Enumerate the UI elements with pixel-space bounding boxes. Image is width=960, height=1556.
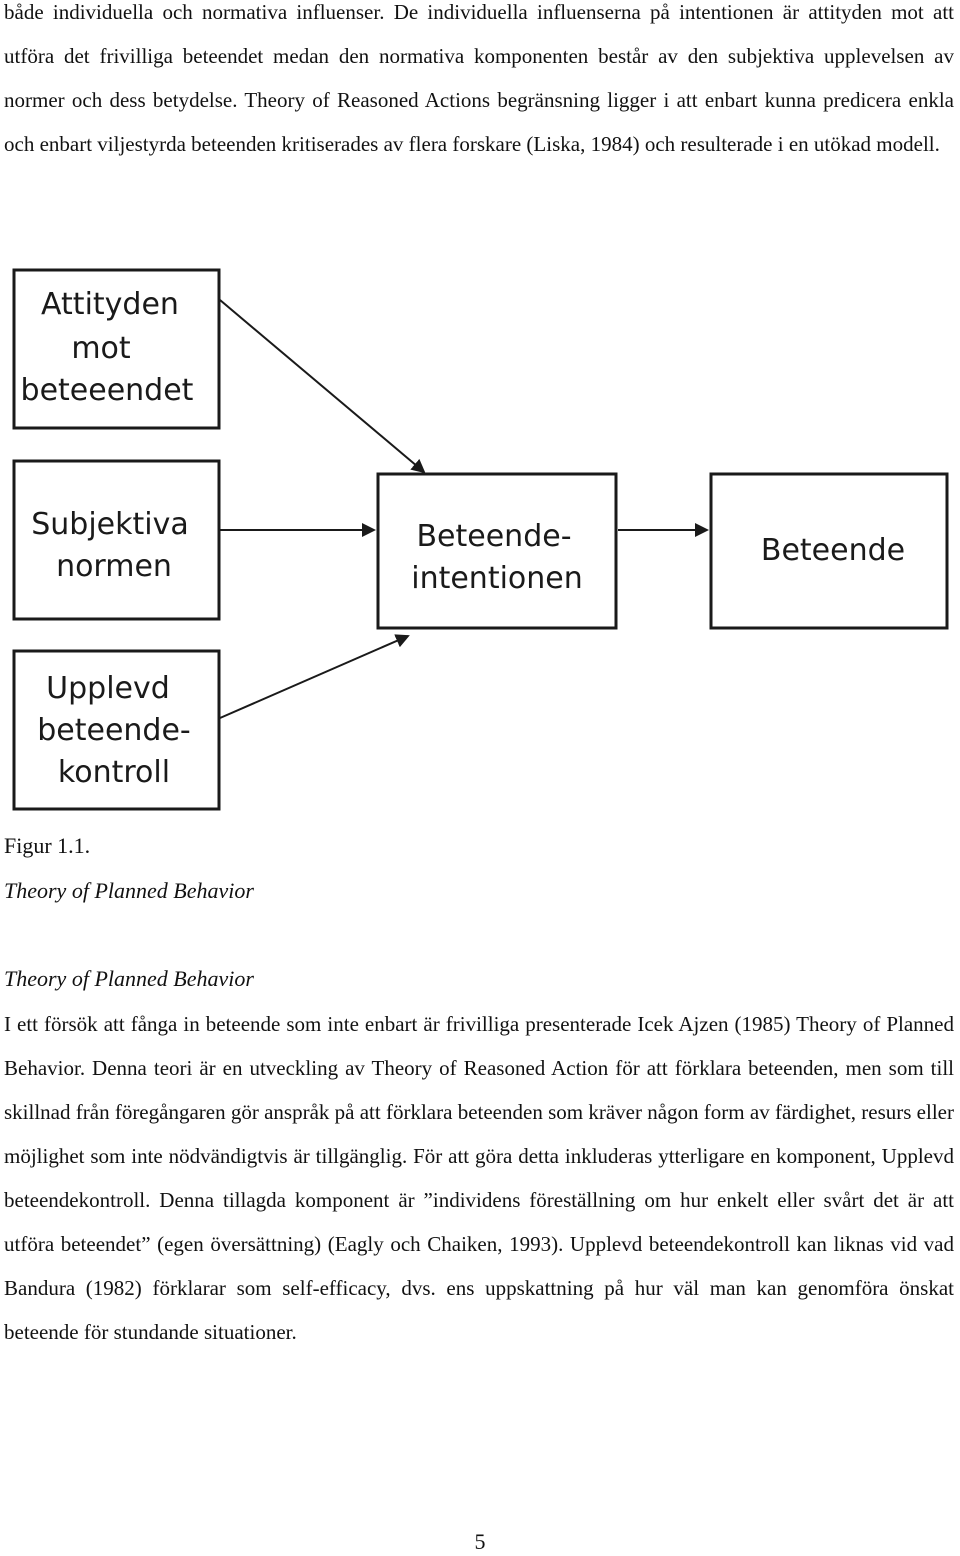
paragraph-intro: både individuella och normativa influenser. De individuella influenserna på intentionen är attityden mot att utföra det frivilliga beteendet medan den normativa komponenten består av den subjektiva upplevelsen av normer och dess betydelse. Theory of Reasoned Actions begränsning ligger i att enbart kunna predicera enkla och enbart viljestyrda beteenden kritiserades av flera forskare (Liska, 1984) och resulterade i en utökad modell. xyxy=(4,0,954,156)
node-control-line-2: beteende- xyxy=(37,713,191,748)
section-heading: Theory of Planned Behavior xyxy=(4,966,254,991)
node-behavior xyxy=(711,474,947,628)
arrow-control-to-intention xyxy=(220,636,408,718)
page-number: 5 xyxy=(474,1529,486,1554)
node-intention-line-1: Beteende- xyxy=(416,519,572,554)
node-norm-line-2: normen xyxy=(56,549,172,584)
node-attitude-line-1: Attityden xyxy=(41,287,179,322)
figure-label: Figur 1.1. xyxy=(4,833,91,858)
paragraph-tpb: I ett försök att fånga in beteende som inte enbart är frivilliga presenterade Icek Ajzen (1985) Theory of Planned Behavior. Denna teori är en utveckling av Theory of Reasoned Action för att förklara beteenden, men som till skillnad från föregångaren gör anspråk på att förklara beteenden som kräver någon form av färdighet, resurs eller möjlighet som inte nödvändigtvis är tillgänglig. För att göra detta inkluderas ytterligare en komponent, Upplevd beteendekontroll. Denna tillagda komponent är ”individens föreställning om hur enkelt eller svårt det är att utföra beteendet” (egen översättning) (Eagly och Chaiken, 1993). Upplevd beteendekontroll kan liknas vid vad Bandura (1982) förklarar som self-efficacy, dvs. ens uppskattning på hur väl man kan genomföra önskat beteende för stundande situationer. xyxy=(4,1012,954,1344)
arrow-attitude-to-intention xyxy=(220,300,424,472)
node-control-line-1: Upplevd xyxy=(46,671,170,706)
node-perceived-control xyxy=(14,651,219,809)
figure-title: Theory of Planned Behavior xyxy=(4,878,254,903)
node-control-line-3: kontroll xyxy=(57,755,171,790)
node-intention-line-2: intentionen xyxy=(411,561,583,596)
node-attitude-line-2: mot xyxy=(71,331,131,366)
node-attitude-line-3: beteeendet xyxy=(20,373,194,408)
node-subjective-norm xyxy=(14,461,219,619)
node-intention xyxy=(378,474,616,628)
node-behavior-label: Beteende xyxy=(760,533,906,568)
tpb-diagram xyxy=(0,258,960,818)
node-norm-line-1: Subjektiva xyxy=(31,507,189,542)
node-attitude xyxy=(14,270,219,428)
